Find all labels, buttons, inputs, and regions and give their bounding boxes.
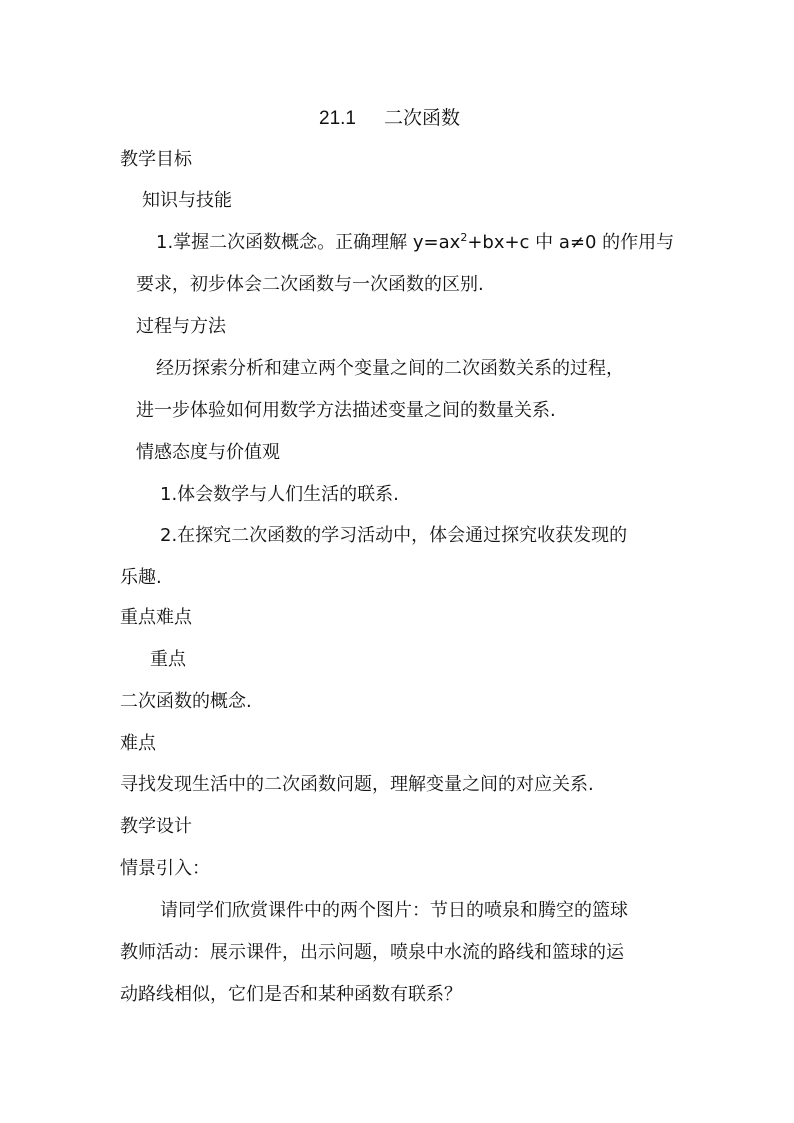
knowledge-item-1-text-a: 1.掌握二次函数概念。正确理解 y=ax xyxy=(156,232,461,253)
heading-knowledge-skills: 知识与技能 xyxy=(142,190,232,211)
intro-line-3: 动路线相似，它们是否和某种函数有联系？ xyxy=(120,984,462,1005)
process-line-2: 进一步体验如何用数学方法描述变量之间的数量关系. xyxy=(136,400,556,421)
knowledge-item-1-line-1 xyxy=(156,231,674,255)
heading-emotion-attitude: 情感态度与价值观 xyxy=(136,442,280,463)
intro-line-1: 请同学们欣赏课件中的两个图片：节日的喷泉和腾空的篮球 xyxy=(160,900,628,921)
section-number: 21.1 xyxy=(319,108,356,129)
heading-key-point: 重点 xyxy=(150,649,186,670)
emotion-item-1: 1.体会数学与人们生活的联系. xyxy=(160,484,399,505)
page-title xyxy=(319,106,460,131)
intro-line-2: 教师活动：展示课件，出示问题，喷泉中水流的路线和篮球的运 xyxy=(120,942,624,963)
knowledge-item-1-text-b: +bx+c 中 a≠0 的作用与 xyxy=(467,232,675,253)
emotion-item-2-line-1: 2.在探究二次函数的学习活动中，体会通过探究收获发现的 xyxy=(160,525,628,546)
heading-process-methods: 过程与方法 xyxy=(136,316,226,337)
section-title: 二次函数 xyxy=(383,107,460,129)
heading-teaching-design: 教学设计 xyxy=(120,816,192,837)
heading-teaching-objectives: 教学目标 xyxy=(120,149,192,170)
heading-scenario-intro: 情景引入： xyxy=(120,858,210,879)
exponent: 2 xyxy=(460,231,468,244)
emotion-item-2-line-2: 乐趣. xyxy=(120,567,162,588)
heading-difficult-point: 难点 xyxy=(120,733,156,754)
process-line-1: 经历探索分析和建立两个变量之间的二次函数关系的过程， xyxy=(156,358,624,379)
difficult-point-text: 寻找发现生活中的二次函数问题，理解变量之间的对应关系. xyxy=(120,774,594,795)
key-point-text: 二次函数的概念. xyxy=(120,691,252,712)
knowledge-item-1-line-2: 要求，初步体会二次函数与一次函数的区别. xyxy=(136,274,484,295)
heading-key-difficult-points: 重点难点 xyxy=(120,607,192,628)
